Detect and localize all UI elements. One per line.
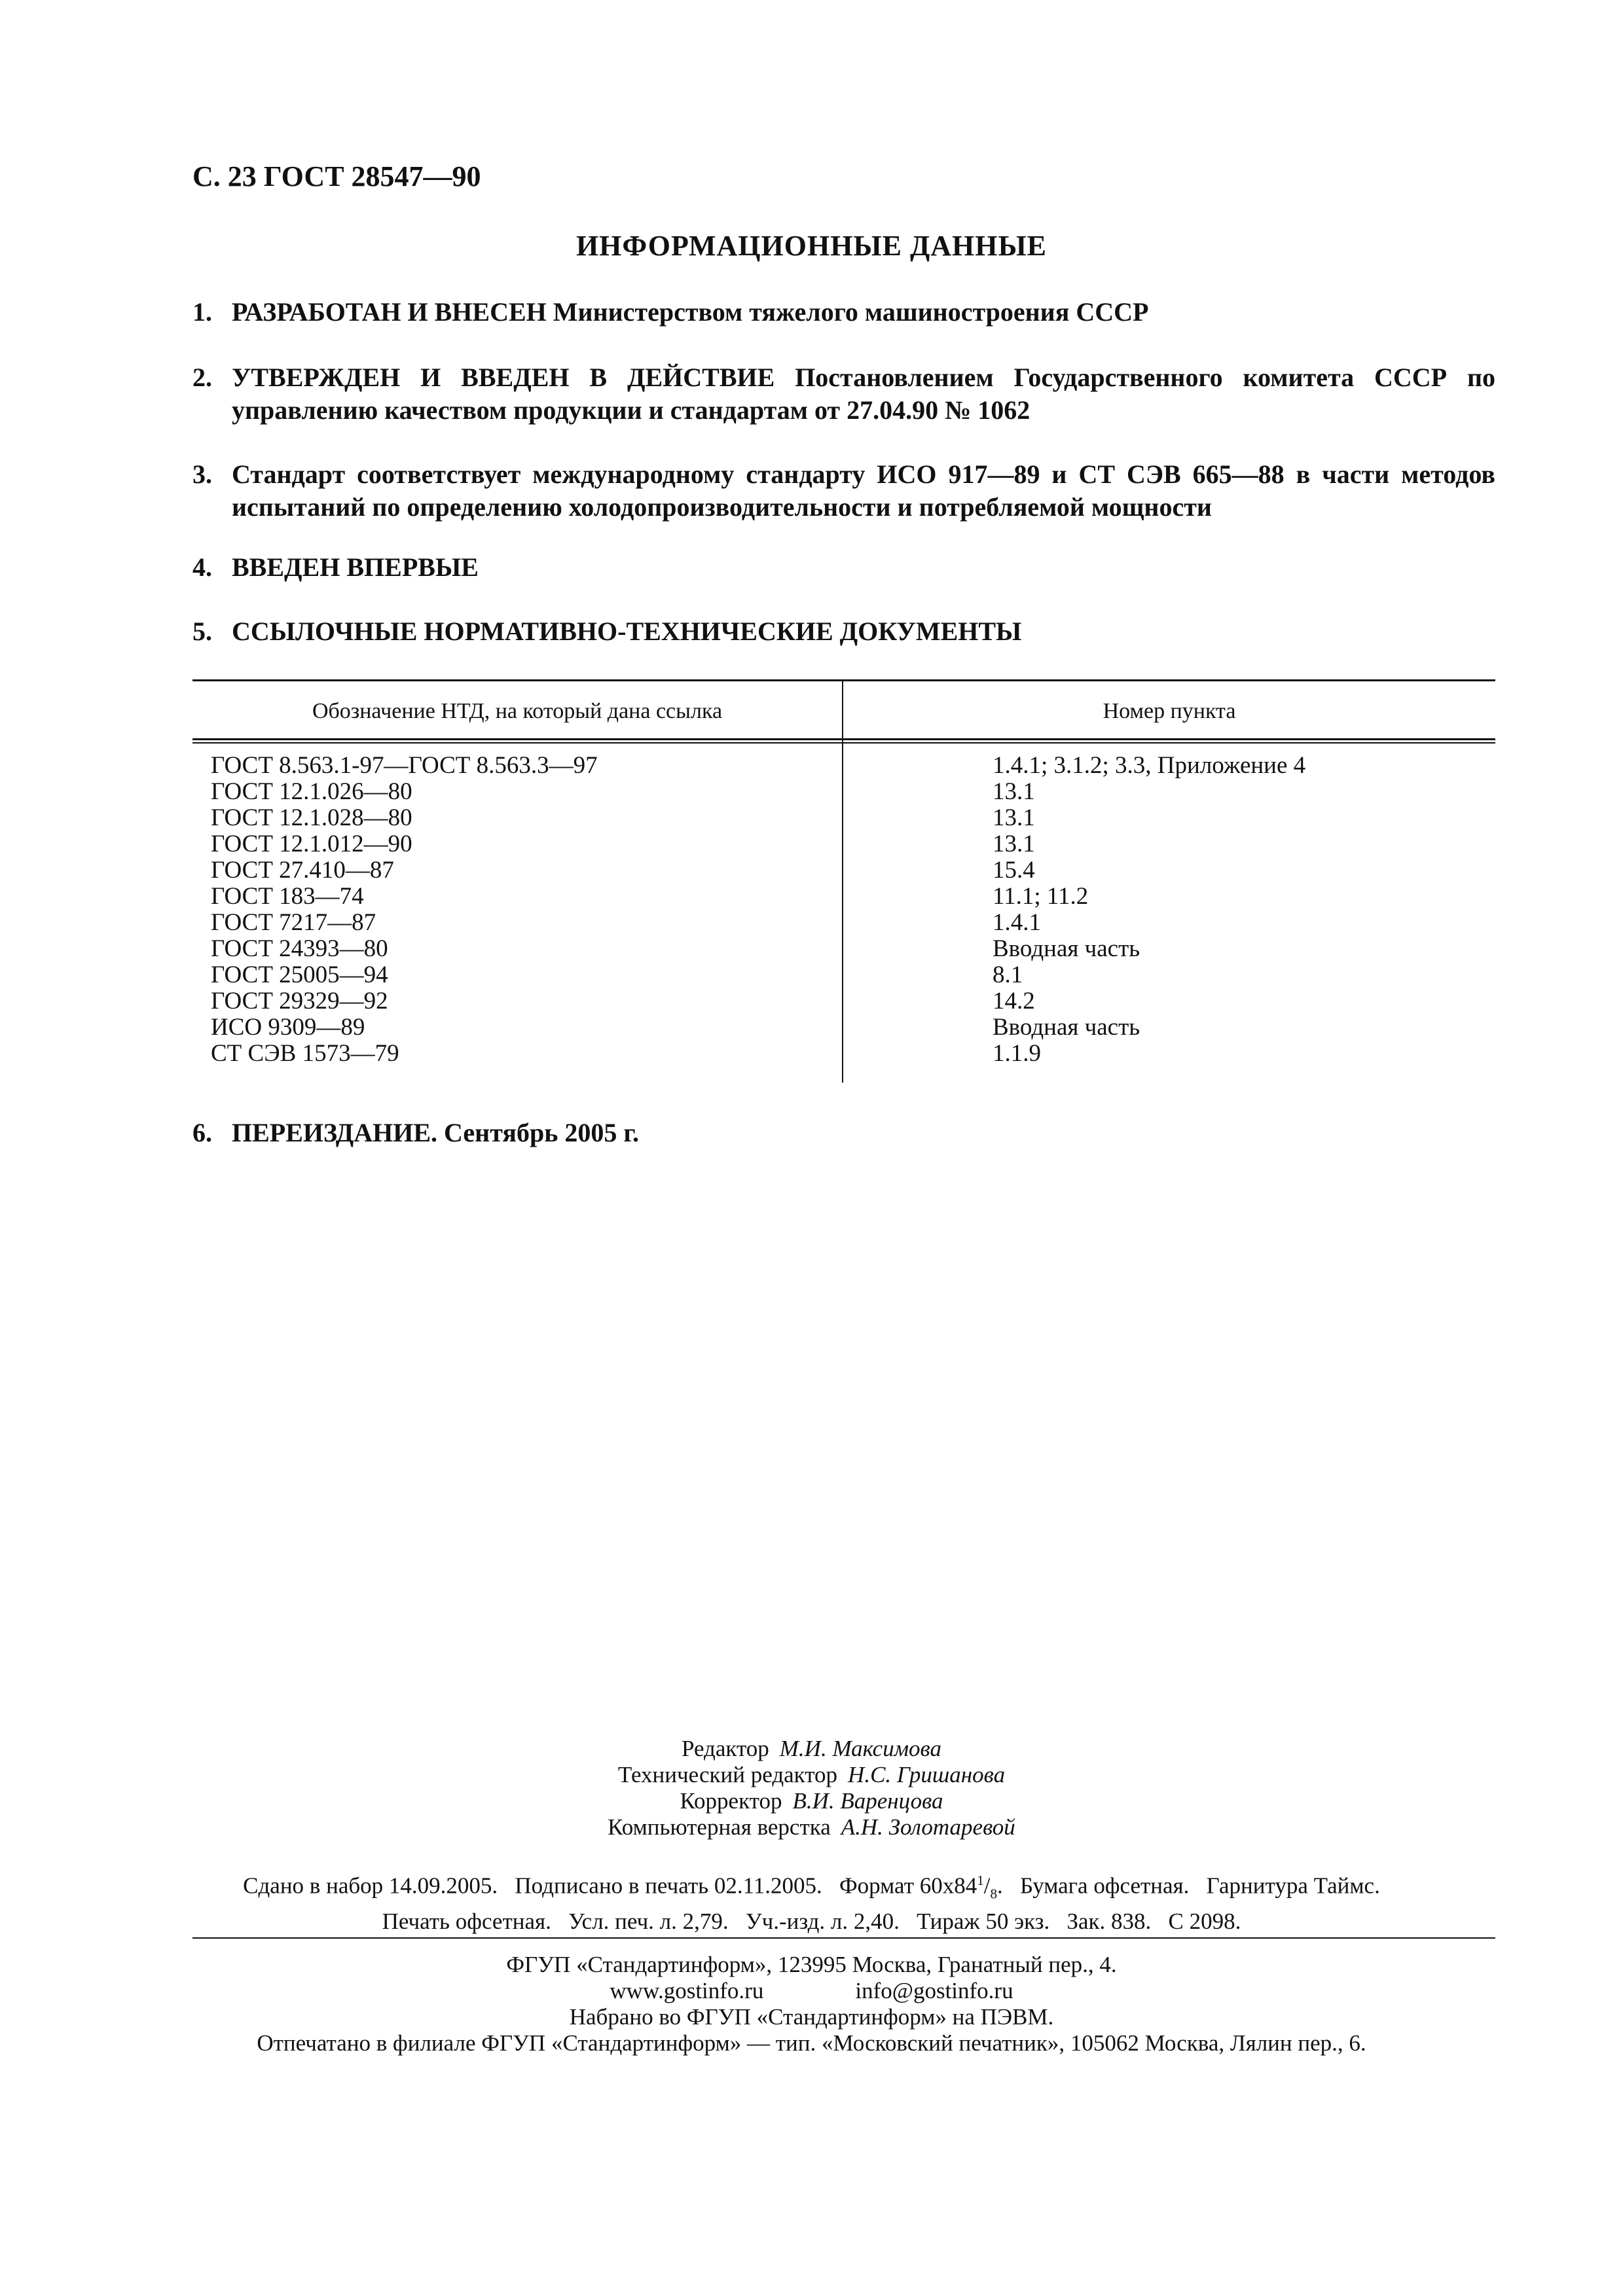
- item-text: Сентябрь 2005 г.: [437, 1118, 640, 1147]
- item-text: Стандарт соответствует международному стандарту ИСО 917—89 и СТ СЭВ 665—88 в части методов испытаний по определению холодопроизводительности и потребляемой мощности: [232, 459, 1495, 522]
- item-number: 2.: [192, 363, 212, 392]
- publisher-address: ФГУП «Стандартинформ», 123995 Москва, Гранатный пер., 4.: [506, 1952, 1117, 1977]
- publisher-contacts: [0, 1978, 1623, 2004]
- credit-role: Технический редактор: [617, 1762, 838, 1787]
- table-cell: ГОСТ 12.1.028—80: [211, 804, 412, 831]
- table-cell: 13.1: [993, 804, 1035, 831]
- format-superscript: 1: [977, 1873, 984, 1888]
- page-header: С. 23 ГОСТ 28547—90: [192, 160, 481, 192]
- item-number: 6.: [192, 1118, 212, 1147]
- credit-line: [0, 1814, 1623, 1840]
- table-cell: 15.4: [993, 857, 1035, 884]
- publisher-block: [0, 1952, 1623, 2056]
- publisher-website: www.gostinfo.ru: [610, 1978, 764, 2003]
- item-number: 5.: [192, 617, 212, 646]
- credits-block: [0, 1736, 1623, 1840]
- table-column-divider: [842, 679, 843, 1083]
- credit-role: Компьютерная верстка: [608, 1814, 831, 1840]
- imprint-line-2: Печать офсетная. Усл. печ. л. 2,79. Уч.-изд. л. 2,40. Тираж 50 экз. Зак. 838. С 2098.: [382, 1908, 1241, 1934]
- table-cell: Вводная часть: [993, 935, 1140, 962]
- table-cell: ГОСТ 12.1.012—90: [211, 831, 412, 857]
- item-heading: ВВЕДЕН ВПЕРВЫЕ: [232, 552, 479, 582]
- table-cell: 1.4.1; 3.1.2; 3.3, Приложение 4: [993, 752, 1306, 779]
- credit-line: [0, 1762, 1623, 1788]
- typeset-note: Набрано во ФГУП «Стандартинформ» на ПЭВМ.: [569, 2004, 1054, 2030]
- table-cell: 13.1: [993, 778, 1035, 805]
- credit-person: Н.С. Гришанова: [848, 1762, 1006, 1787]
- table-top-rule: [192, 679, 1495, 681]
- item-heading: РАЗРАБОТАН И ВНЕСЕН: [232, 297, 547, 327]
- item-heading: ССЫЛОЧНЫЕ НОРМАТИВНО-ТЕХНИЧЕСКИЕ ДОКУМЕНТЫ: [232, 617, 1022, 646]
- table-cell: ГОСТ 8.563.1-97—ГОСТ 8.563.3—97: [211, 752, 598, 779]
- table-cell: 14.2: [993, 988, 1035, 1014]
- credit-line: [0, 1788, 1623, 1814]
- publisher-email: info@gostinfo.ru: [855, 1978, 1013, 2003]
- imprint-divider: [192, 1937, 1495, 1939]
- table-column-designations: [211, 753, 598, 1067]
- format-slash: /: [983, 1873, 991, 1899]
- item-heading: УТВЕРЖДЕН И ВВЕДЕН В ДЕЙСТВИЕ: [232, 363, 775, 392]
- imprint-block: [0, 1867, 1623, 1935]
- table-cell: 1.4.1: [993, 909, 1041, 936]
- credit-person: А.Н. Золотаревой: [841, 1814, 1015, 1840]
- table-header-designation: Обозначение НТД, на который дана ссылка: [312, 699, 723, 723]
- item-text: Министерством тяжелого машиностроения СССР: [546, 297, 1149, 327]
- table-cell: ИСО 9309—89: [211, 1014, 365, 1041]
- table-column-clauses: [993, 753, 1305, 1067]
- table-cell: СТ СЭВ 1573—79: [211, 1040, 399, 1067]
- table-cell: 8.1: [993, 961, 1023, 988]
- format-subscript: 8: [990, 1886, 997, 1902]
- info-item-4: [192, 551, 1495, 584]
- info-item-3: [192, 458, 1495, 524]
- table-cell: 1.1.9: [993, 1040, 1041, 1067]
- item-text: Постановлением Государственного комитета СССР по управлению качеством продукции и стандартам от 27.04.90 № 1062: [232, 363, 1496, 425]
- table-cell: 13.1: [993, 831, 1035, 857]
- credit-role: Редактор: [681, 1736, 769, 1761]
- table-header-clause: Номер пункта: [1103, 699, 1236, 723]
- table-cell: ГОСТ 183—74: [211, 883, 364, 910]
- item-number: 3.: [192, 459, 212, 489]
- credit-person: В.И. Варенцова: [792, 1788, 943, 1814]
- table-header-rule: [192, 738, 1495, 740]
- item-number: 4.: [192, 552, 212, 582]
- table-cell: ГОСТ 12.1.026—80: [211, 778, 412, 805]
- credit-role: Корректор: [680, 1788, 782, 1814]
- page-title: ИНФОРМАЦИОННЫЕ ДАННЫЕ: [575, 230, 1048, 262]
- printed-note: Отпечатано в филиале ФГУП «Стандартинформ» — тип. «Московский печатник», 105062 Москва, Лялин пер., 6.: [257, 2030, 1366, 2056]
- table-cell: ГОСТ 7217—87: [211, 909, 376, 936]
- credit-line: [0, 1736, 1623, 1762]
- info-item-1: [192, 296, 1495, 329]
- imprint-text: . Бумага офсетная. Гарнитура Таймс.: [996, 1873, 1380, 1899]
- table-cell: Вводная часть: [993, 1014, 1140, 1041]
- item-heading: ПЕРЕИЗДАНИЕ.: [232, 1118, 438, 1147]
- info-item-2: [192, 361, 1495, 427]
- info-item-6: [192, 1117, 1495, 1149]
- info-item-5: [192, 615, 1495, 648]
- table-header-rule-double: [192, 742, 1495, 744]
- imprint-line-1: [0, 1867, 1623, 1908]
- table-cell: ГОСТ 29329—92: [211, 988, 388, 1014]
- table-cell: ГОСТ 25005—94: [211, 961, 388, 988]
- credit-person: М.И. Максимова: [779, 1736, 941, 1761]
- item-number: 1.: [192, 297, 212, 327]
- table-cell: ГОСТ 27.410—87: [211, 857, 394, 884]
- table-cell: ГОСТ 24393—80: [211, 935, 388, 962]
- table-cell: 11.1; 11.2: [993, 883, 1089, 910]
- imprint-text: Сдано в набор 14.09.2005. Подписано в печать 02.11.2005. Формат 60x84: [243, 1873, 977, 1899]
